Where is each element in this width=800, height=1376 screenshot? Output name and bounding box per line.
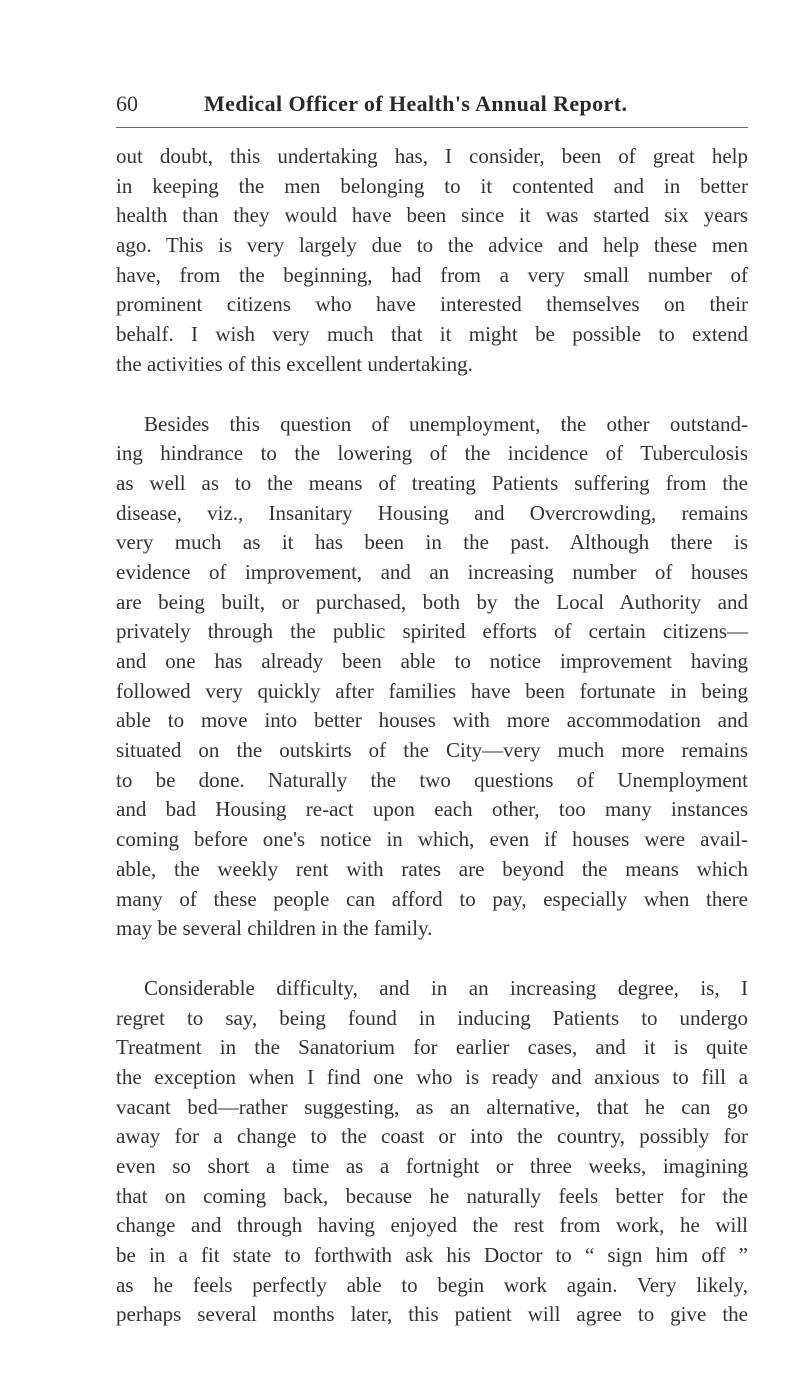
text-line: may be several children in the family.: [116, 916, 433, 941]
text-line: the exception when I find one who is ready and anxious to fill a: [116, 1064, 748, 1089]
text-line: Besides this question of unemployment, the other outstand-: [144, 411, 748, 436]
text-line: perhaps several months later, this patient will agree to give the: [116, 1302, 748, 1327]
text-line: many of these people can afford to pay, especially when there: [116, 886, 748, 911]
text-line: be in a fit state to forthwith ask his Doctor to “ sign him off ”: [116, 1243, 748, 1268]
text-line: evidence of improvement, and an increasing number of houses: [116, 559, 748, 584]
text-line: able, the weekly rent with rates are beyond the means which: [116, 856, 748, 881]
text-line: prominent citizens who have interested themselves on their: [116, 292, 748, 317]
text-line: in keeping the men belonging to it contented and in better: [116, 173, 748, 198]
paragraph-gap: [116, 944, 748, 974]
text-line: out doubt, this undertaking has, I consider, been of great help: [116, 144, 748, 168]
paragraph-3: [116, 974, 748, 1330]
paragraph-gap: [116, 380, 748, 410]
running-title: Medical Officer of Health's Annual Report.: [204, 91, 628, 116]
text-line: Considerable difficulty, and in an increasing degree, is, I: [144, 975, 748, 1000]
page-number: 60: [116, 91, 138, 116]
paragraph-2: [116, 410, 748, 944]
text-line: to be done. Naturally the two questions of Unemployment: [116, 767, 748, 792]
text-line: even so short a time as a fortnight or three weeks, imagining: [116, 1154, 748, 1178]
page-header: [116, 88, 748, 120]
text-line: change and through having enjoyed the rest from work, he will: [116, 1213, 748, 1238]
text-line: the activities of this excellent undertaking.: [116, 351, 473, 376]
text-line: and one has already been able to notice improvement having: [116, 649, 748, 673]
text-line: as well as to the means of treating Patients suffering from the: [116, 470, 748, 495]
text-line: disease, viz., Insanitary Housing and Overcrowding, remains: [116, 500, 748, 525]
body-text: [116, 142, 748, 1330]
text-line: that on coming back, because he naturally feels better for the: [116, 1183, 748, 1208]
text-line: ing hindrance to the lowering of the incidence of Tuberculosis: [116, 441, 748, 466]
text-line: as he feels perfectly able to begin work again. Very likely,: [116, 1272, 748, 1297]
text-line: coming before one's notice in which, even if houses were avail-: [116, 827, 748, 852]
text-line: away for a change to the coast or into the country, possibly for: [116, 1124, 748, 1149]
text-line: have, from the beginning, had from a very small number of: [116, 262, 748, 287]
text-line: Treatment in the Sanatorium for earlier cases, and it is quite: [116, 1035, 748, 1060]
text-line: regret to say, being found in inducing Patients to undergo: [116, 1005, 748, 1030]
text-line: are being built, or purchased, both by the Local Authority and: [116, 589, 748, 614]
text-line: ago. This is very largely due to the advice and help these men: [116, 233, 748, 258]
text-line: and bad Housing re-act upon each other, too many instances: [116, 797, 748, 822]
text-line: situated on the outskirts of the City—very much more remains: [116, 738, 748, 763]
text-line: behalf. I wish very much that it might be possible to extend: [116, 322, 748, 347]
text-line: able to move into better houses with more accommodation and: [116, 708, 748, 733]
text-line: privately through the public spirited efforts of certain citizens—: [116, 619, 748, 644]
text-line: followed very quickly after families have been fortunate in being: [116, 678, 748, 703]
header-rule: [116, 127, 748, 128]
text-line: health than they would have been since it was started six years: [116, 203, 748, 228]
text-line: very much as it has been in the past. Although there is: [116, 530, 748, 555]
text-line: vacant bed—rather suggesting, as an alternative, that he can go: [116, 1094, 748, 1119]
paragraph-1: [116, 142, 748, 380]
